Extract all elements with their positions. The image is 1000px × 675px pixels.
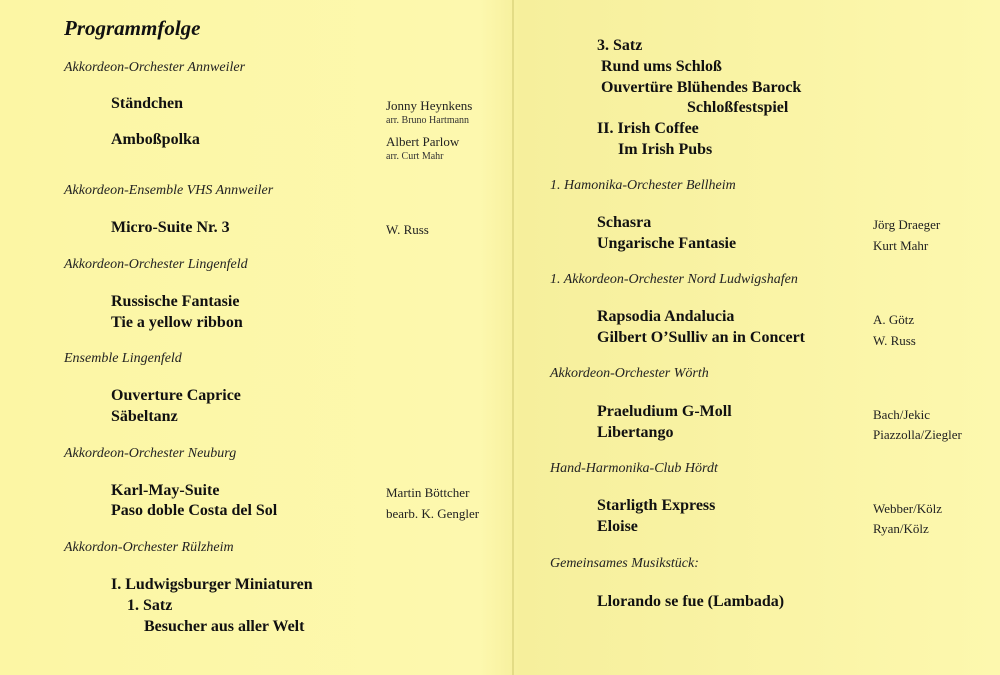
piece-title: Paso doble Costa del Sol: [111, 502, 278, 519]
ensemble-heading: 1. Hamonika-Orchester Bellheim: [550, 178, 736, 193]
piece-title: Rund ums Schloß: [601, 58, 722, 75]
ensemble-heading: Gemeinsames Musikstück:: [550, 556, 699, 571]
piece-title: Starligth Express: [597, 497, 716, 514]
piece-title: Ständchen: [111, 95, 184, 112]
composer: Jörg Draeger: [873, 217, 941, 232]
page-title: Programmfolge: [64, 16, 201, 40]
composer: Albert Parlow: [386, 134, 460, 149]
composer: Piazzolla/Ziegler: [873, 427, 962, 442]
composer: A. Götz: [873, 312, 915, 327]
page-fold: [512, 0, 514, 675]
composer: Bach/Jekic: [873, 407, 931, 422]
composer: Webber/Kölz: [873, 501, 942, 516]
piece-title: Eloise: [597, 518, 638, 535]
ensemble-heading: Akkordeon-Orchester Neuburg: [64, 446, 237, 461]
piece-title: Im Irish Pubs: [618, 141, 713, 158]
piece-title: Schasra: [597, 214, 652, 231]
piece-title: Gilbert O’Sulliv an in Concert: [597, 329, 805, 346]
ensemble-heading: Ensemble Lingenfeld: [64, 351, 182, 366]
piece-title: Amboßpolka: [111, 131, 200, 148]
ensemble-heading: Akkordon-Orchester Rülzheim: [64, 540, 234, 555]
composer: W. Russ: [873, 333, 916, 348]
piece-title: Libertango: [597, 424, 674, 441]
ensemble-heading: 1. Akkordeon-Orchester Nord Ludwigshafen: [550, 272, 798, 287]
piece-title: II. Irish Coffee: [597, 120, 699, 137]
arranger: arr. Curt Mahr: [386, 151, 444, 162]
piece-title: Llorando se fue (Lambada): [597, 593, 785, 610]
ensemble-heading: Akkordeon-Orchester Annweiler: [64, 60, 246, 75]
composer: W. Russ: [386, 222, 429, 237]
piece-title: Karl-May-Suite: [111, 482, 220, 499]
piece-title: Micro-Suite Nr. 3: [111, 219, 230, 236]
piece-title: Ungarische Fantasie: [597, 235, 737, 252]
piece-movement: 3. Satz: [597, 37, 643, 54]
piece-title: Besucher aus aller Welt: [144, 618, 305, 635]
ensemble-heading: Akkordeon-Orchester Wörth: [550, 366, 709, 381]
composer: Jonny Heynkens: [386, 98, 473, 113]
arranger: bearb. K. Gengler: [386, 506, 480, 521]
piece-title: Praeludium G-Moll: [597, 403, 732, 420]
piece-title: I. Ludwigsburger Miniaturen: [111, 576, 313, 593]
piece-title: Ouvertüre Blühendes Barock: [601, 79, 802, 96]
piece-movement: 1. Satz: [127, 597, 173, 614]
composer: Ryan/Kölz: [873, 521, 929, 536]
composer: Martin Böttcher: [386, 485, 470, 500]
arranger: arr. Bruno Hartmann: [386, 115, 470, 126]
piece-title: Schloßfestspiel: [687, 99, 789, 116]
piece-title: Tie a yellow ribbon: [111, 314, 243, 331]
ensemble-heading: Akkordeon-Ensemble VHS Annweiler: [64, 183, 274, 198]
piece-title: Russische Fantasie: [111, 293, 240, 310]
ensemble-heading: Hand-Harmonika-Club Hördt: [550, 461, 718, 476]
composer: Kurt Mahr: [873, 238, 929, 253]
piece-title: Rapsodia Andalucia: [597, 308, 735, 325]
piece-title: Säbeltanz: [111, 408, 178, 425]
piece-title: Ouverture Caprice: [111, 387, 241, 404]
ensemble-heading: Akkordeon-Orchester Lingenfeld: [64, 257, 248, 272]
